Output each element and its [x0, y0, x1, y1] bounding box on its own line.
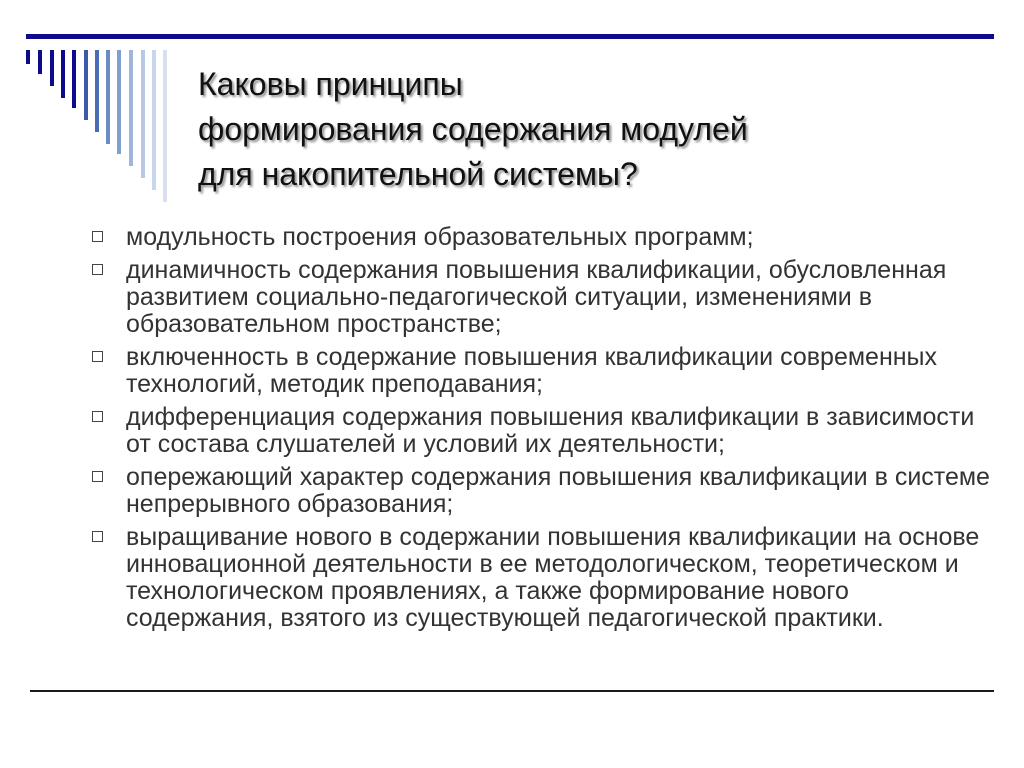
bullet-text: динамичность содержания повышения квалификации, обусловленная развитием социально-педагогической ситуации, изменениями в образовательном пространстве; — [126, 256, 947, 338]
title-line: Каковы принципы — [198, 66, 463, 102]
bullet-text: модульность построения образовательных программ; — [126, 223, 754, 251]
title-line: формирования содержания модулей — [198, 111, 748, 147]
stripe-bar — [72, 50, 76, 108]
stripe-bar — [152, 50, 156, 190]
stripe-bar — [141, 50, 145, 178]
bullet-list — [92, 224, 992, 638]
hollow-square-bullet-icon — [92, 351, 103, 362]
stripe-bar — [163, 50, 167, 202]
slide-title — [198, 62, 958, 197]
hollow-square-bullet-icon — [92, 411, 103, 422]
bullet-item — [92, 464, 992, 518]
bullet-item — [92, 257, 992, 338]
hollow-square-bullet-icon — [92, 471, 103, 482]
bullet-item — [92, 344, 992, 398]
top-rule — [26, 34, 994, 39]
hollow-square-bullet-icon — [92, 531, 103, 542]
stripe-bar — [38, 50, 42, 74]
stripe-bar — [95, 50, 99, 132]
stripe-bar — [84, 50, 88, 120]
stripe-bar — [50, 50, 54, 86]
bullet-item — [92, 524, 992, 632]
hollow-square-bullet-icon — [92, 231, 103, 242]
bullet-text: выращивание нового в содержании повышения квалификации на основе инновационной деятельности в ее методологическом, теоретическом и технологическом проявлениях, а также формирование нового содержания, взятого из существующей педагогической практики. — [126, 523, 980, 632]
bullet-text: дифференциация содержания повышения квалификации в зависимости от состава слушателей и условий их деятельности; — [126, 403, 975, 458]
stripe-bar — [26, 50, 30, 64]
title-line: для накопительной системы? — [198, 156, 638, 192]
bullet-item — [92, 224, 992, 251]
stripe-bar — [61, 50, 65, 98]
hollow-square-bullet-icon — [92, 264, 103, 275]
bottom-rule — [30, 690, 994, 692]
stripe-bar — [129, 50, 133, 166]
bullet-item — [92, 404, 992, 458]
bullet-text: опережающий характер содержания повышения квалификации в системе непрерывного образования; — [126, 463, 990, 518]
bullet-text: включенность в содержание повышения квалификации современных технологий, методик преподавания; — [126, 343, 938, 398]
stripe-bar — [106, 50, 110, 144]
stripe-bar — [117, 50, 121, 154]
